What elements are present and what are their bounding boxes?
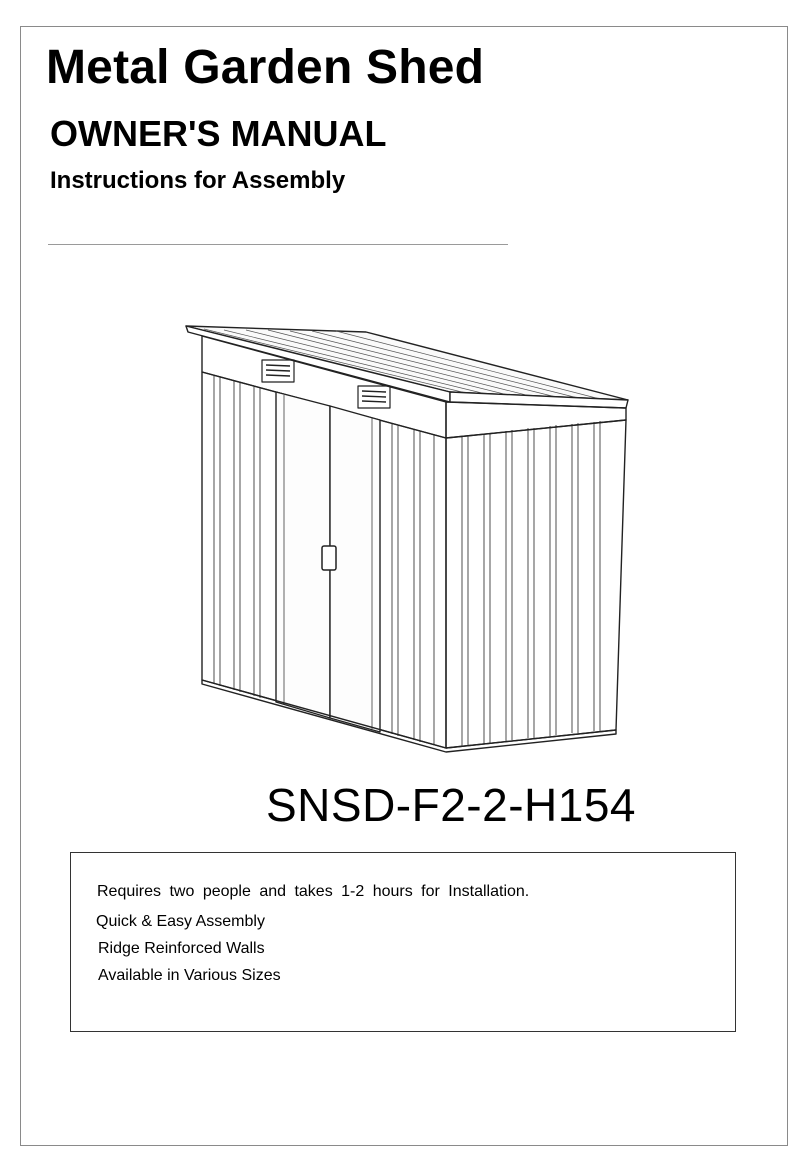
shed-side-wall xyxy=(446,420,626,748)
feature-item: Available in Various Sizes xyxy=(98,967,281,984)
header-divider xyxy=(48,244,508,245)
page-title: Metal Garden Shed xyxy=(46,41,485,94)
shed-door-right xyxy=(330,406,380,732)
model-number: SNSD-F2-2-H154 xyxy=(266,779,636,831)
features-box xyxy=(70,852,736,1032)
feature-item: Ridge Reinforced Walls xyxy=(98,940,265,957)
door-handle xyxy=(322,546,336,570)
vent-right xyxy=(358,386,390,408)
shed-illustration xyxy=(180,320,640,760)
feature-item: Requires two people and takes 1-2 hours for Installation. xyxy=(97,883,530,900)
assembly-subheading: Instructions for Assembly xyxy=(50,167,346,194)
manual-heading: OWNER'S MANUAL xyxy=(50,113,387,154)
feature-item: Quick & Easy Assembly xyxy=(96,913,265,930)
vent-left xyxy=(262,360,294,382)
